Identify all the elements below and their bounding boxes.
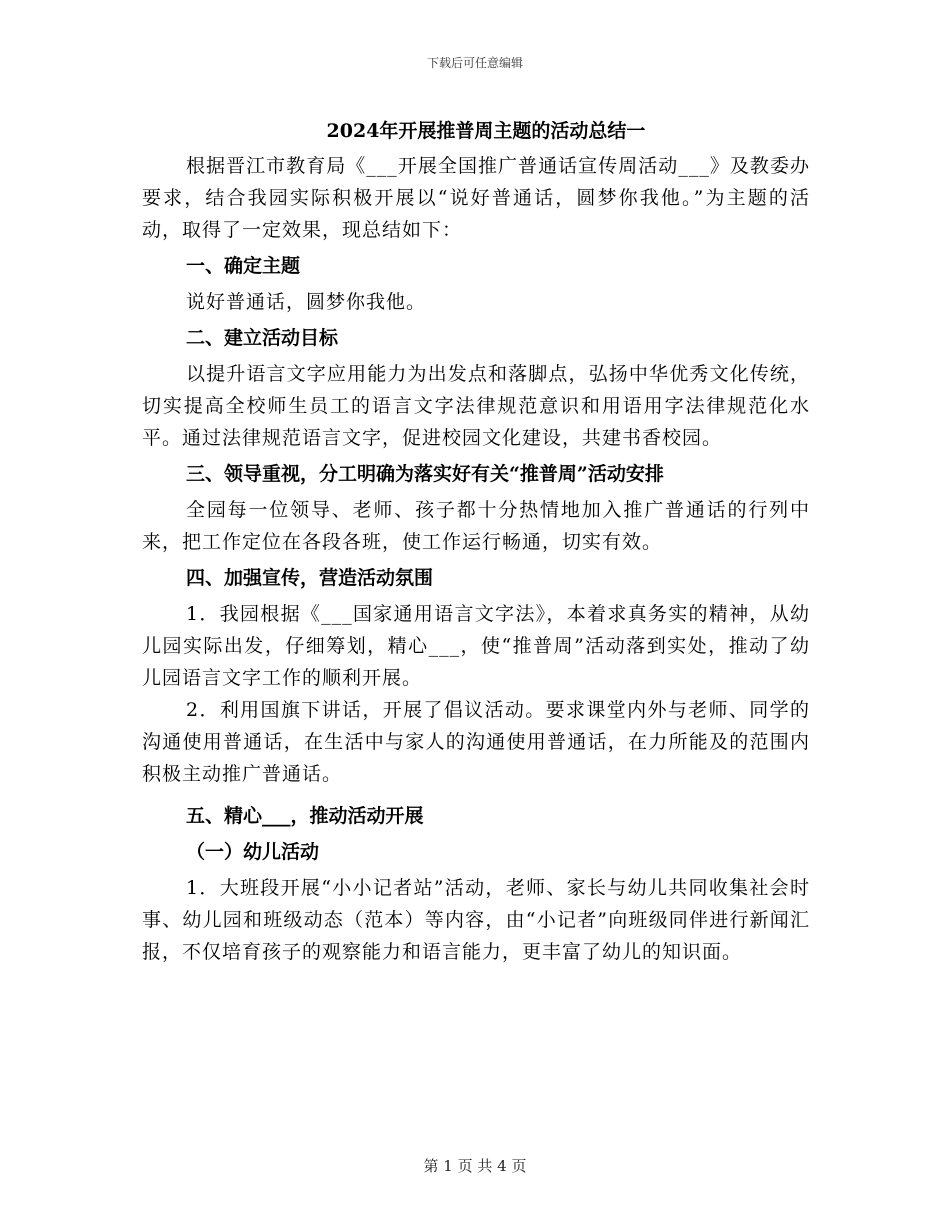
intro-paragraph: 根据晋江市教育局《___开展全国推广普通话宣传周活动___》及教委办要求，结合我园实际积极开展以“说好普通话，圆梦你我他。”为主题的活动，取得了一定效果，现总结如下：: [142, 155, 810, 241]
section-heading-4: 四、加强宣传，营造活动氛围: [186, 567, 434, 589]
section-4-paragraph-2: 2．利用国旗下讲话，开展了倡议活动。要求课堂内外与老师、同学的沟通使用普通话，在生活中与家人的沟通使用普通话，在力所能及的范围内积极主动推广普通话。: [142, 699, 810, 785]
section-1-text: 说好普通话，圆梦你我他。: [186, 291, 427, 313]
section-2-text: 以提升语言文字应用能力为出发点和落脚点，弘扬中华优秀文化传统，切实提高全校师生员工的语言文字法律规范意识和用语用字法律规范化水平。通过法律规范语言文字，促进校园文化建设，共建书香校园。: [142, 363, 810, 449]
section-heading-2: 二、建立活动目标: [186, 327, 339, 349]
section-heading-3: 三、领导重视，分工明确为落实好有关“推普周”活动安排: [186, 463, 664, 485]
section-heading-5: 五、精心___，推动活动开展: [186, 805, 424, 827]
page-header: 下载后可任意编辑: [426, 56, 523, 70]
document-body: [142, 118, 810, 968]
section-4-paragraph-1: 1．我园根据《___国家通用语言文字法》，本着求真务实的精神，从幼儿园实际出发，仔细筹划，精心___，使“推普周”活动落到实处，推动了幼儿园语言文字工作的顺利开展。: [142, 603, 810, 689]
section-5-subheading: （一）幼儿活动: [186, 841, 320, 863]
document-title: 2024年开展推普周主题的活动总结一: [326, 120, 646, 142]
section-heading-1: 一、确定主题: [186, 255, 301, 277]
section-3-text: 全园每一位领导、老师、孩子都十分热情地加入推广普通话的行列中来，把工作定位在各段各班，使工作运行畅通，切实有效。: [142, 499, 810, 553]
section-5-paragraph-1: 1．大班段开展“小小记者站”活动，老师、家长与幼儿共同收集社会时事、幼儿园和班级动态（范本）等内容，由“小记者”向班级同伴进行新闻汇报，不仅培育孩子的观察能力和语言能力，更丰富了幼儿的知识面。: [142, 877, 810, 963]
page-footer: 第 1 页 共 4 页: [423, 1157, 527, 1175]
